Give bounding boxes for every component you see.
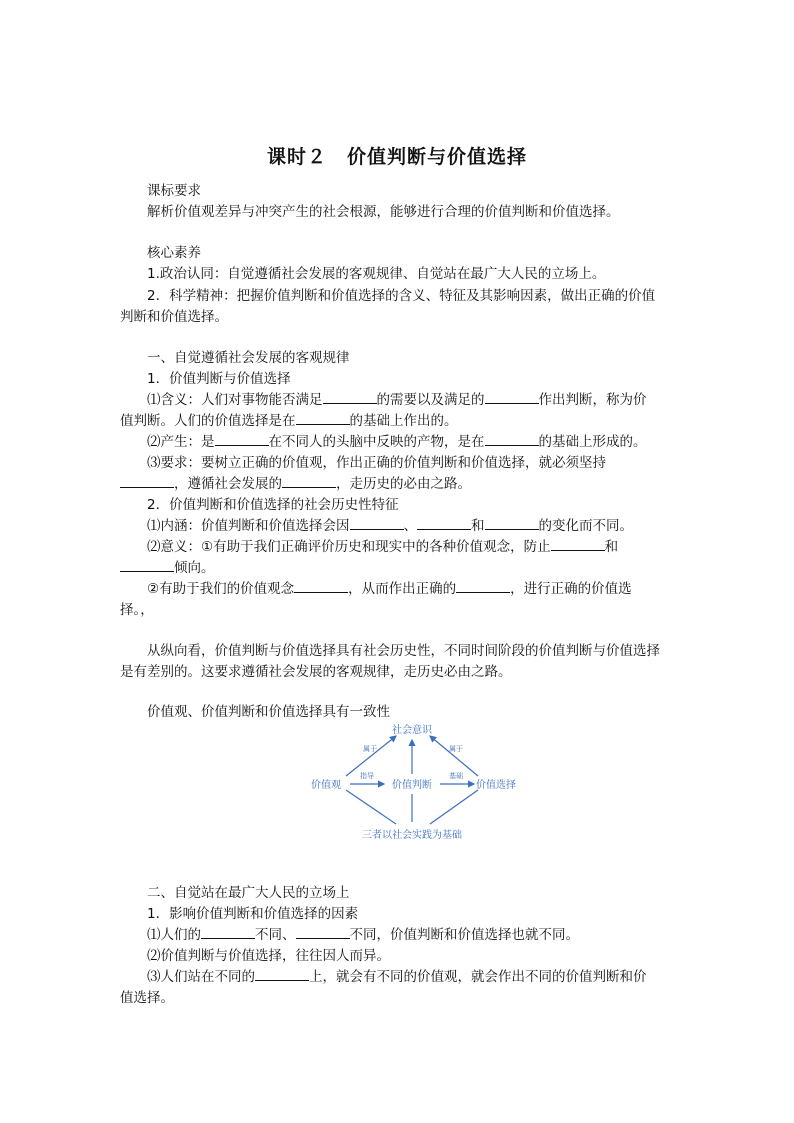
label-guide: 指导 (360, 772, 374, 780)
definition-line-cont: 值判断。人们的价值选择是在 的基础上作出的。 (120, 410, 458, 432)
part-one-subheading-2: 2．价值判断和价值选择的社会历史性特征 (147, 497, 399, 513)
significance-line-2-cont: 择。， (120, 602, 154, 618)
origin-line: ⑵产生：是 在不同人的头脑中反映的产物，是在 的基础上形成的。 (147, 431, 647, 453)
fill-blank[interactable] (417, 515, 471, 530)
fill-blank[interactable] (296, 410, 350, 425)
core-literacy-item-2-cont: 判断和价值选择。 (120, 309, 228, 325)
connotation-line: ⑴内涵：价值判断和价值选择会因 、 和 的变化而不同。 (147, 515, 633, 537)
fill-blank[interactable] (294, 578, 348, 593)
explanation-paragraph: 从纵向看，价值判断与价值选择具有社会历史性，不同时间阶段的价值判断与价值选择 (147, 643, 660, 659)
node-value-choice: 价值选择 (476, 780, 516, 791)
node-social-consciousness: 社会意识 (392, 725, 432, 736)
part-one-subheading-1: 1．价值判断与价值选择 (147, 371, 291, 387)
significance-line-cont: 倾向。 (120, 557, 215, 579)
arrow-left-top (346, 736, 396, 776)
fill-blank[interactable] (350, 515, 404, 530)
factor-line-2: ⑵价值判断与价值选择，往往因人而异。 (147, 948, 390, 964)
curriculum-text: 解析价值观差异与冲突产生的社会根源，能够进行合理的价值判断和价值选择。 (147, 204, 620, 220)
fill-blank[interactable] (296, 924, 350, 939)
fill-blank[interactable] (485, 389, 539, 404)
fill-blank[interactable] (282, 473, 336, 488)
section-heading-curriculum: 课标要求 (147, 183, 201, 199)
significance-line: ⑵意义：①有助于我们正确评价历史和现实中的各种价值观念，防止 和 (147, 536, 618, 558)
fill-blank[interactable] (485, 431, 539, 446)
line-left-bottom (346, 790, 396, 824)
significance-line-2: ②有助于我们的价值观念 ，从而作出正确的 ，进行正确的价值选 (147, 578, 632, 600)
arrow-right-top (430, 736, 478, 776)
label-belong-right: 属于 (449, 745, 463, 753)
fill-blank[interactable] (120, 557, 174, 572)
diagram-svg (306, 718, 518, 844)
core-literacy-item-2: 2．科学精神：把握价值判断和价值选择的含义、特征及其影响因素，做出正确的价值 (147, 288, 656, 304)
label-basis: 基础 (449, 772, 463, 780)
fill-blank[interactable] (255, 966, 309, 981)
part-one-heading: 一、自觉遵循社会发展的客观规律 (147, 350, 350, 366)
node-social-practice: 三者以社会实践为基础 (362, 830, 462, 841)
factor-line-3-cont: 值选择。 (120, 990, 174, 1006)
node-values: 价值观 (311, 780, 341, 791)
explanation-paragraph-cont: 是有差别的。这要求遵循社会发展的客观规律，走历史必由之路。 (120, 664, 512, 680)
factor-line-1: ⑴人们的 不同、 不同，价值判断和价值选择也就不同。 (147, 924, 579, 946)
definition-line: ⑴含义：人们对事物能否满足 的需要以及满足的 作出判断，称为价 (147, 389, 647, 411)
page-title: 课时２ 价值判断与价值选择 (266, 146, 527, 168)
part-two-heading: 二、自觉站在最广大人民的立场上 (147, 885, 350, 901)
line-right-bottom (430, 790, 478, 824)
fill-blank[interactable] (201, 924, 255, 939)
fill-blank[interactable] (456, 578, 510, 593)
fill-blank[interactable] (323, 389, 377, 404)
fill-blank[interactable] (551, 536, 605, 551)
factor-line-3: ⑶人们站在不同的 上，就会有不同的价值观，就会作出不同的价值判断和价 (147, 966, 647, 988)
node-value-judgment: 价值判断 (392, 780, 432, 791)
core-literacy-item-1: 1.政治认同：自觉遵循社会发展的客观规律、自觉站在最广大人民的立场上。 (147, 266, 606, 282)
fill-blank[interactable] (120, 473, 174, 488)
fill-blank[interactable] (215, 431, 269, 446)
fill-blank[interactable] (485, 515, 539, 530)
label-belong-left: 属于 (363, 745, 377, 753)
diagram-caption: 价值观、价值判断和价值选择具有一致性 (147, 704, 390, 720)
part-two-subheading-1: 1．影响价值判断和价值选择的因素 (147, 906, 359, 922)
requirement-line-cont: ，遵循社会发展的 ，走历史的必由之路。 (120, 473, 471, 495)
section-heading-core-literacy: 核心素养 (147, 245, 201, 261)
value-relation-diagram (306, 718, 518, 844)
requirement-line: ⑶要求：要树立正确的价值观，作出正确的价值判断和价值选择，就必须坚持 (147, 455, 606, 471)
